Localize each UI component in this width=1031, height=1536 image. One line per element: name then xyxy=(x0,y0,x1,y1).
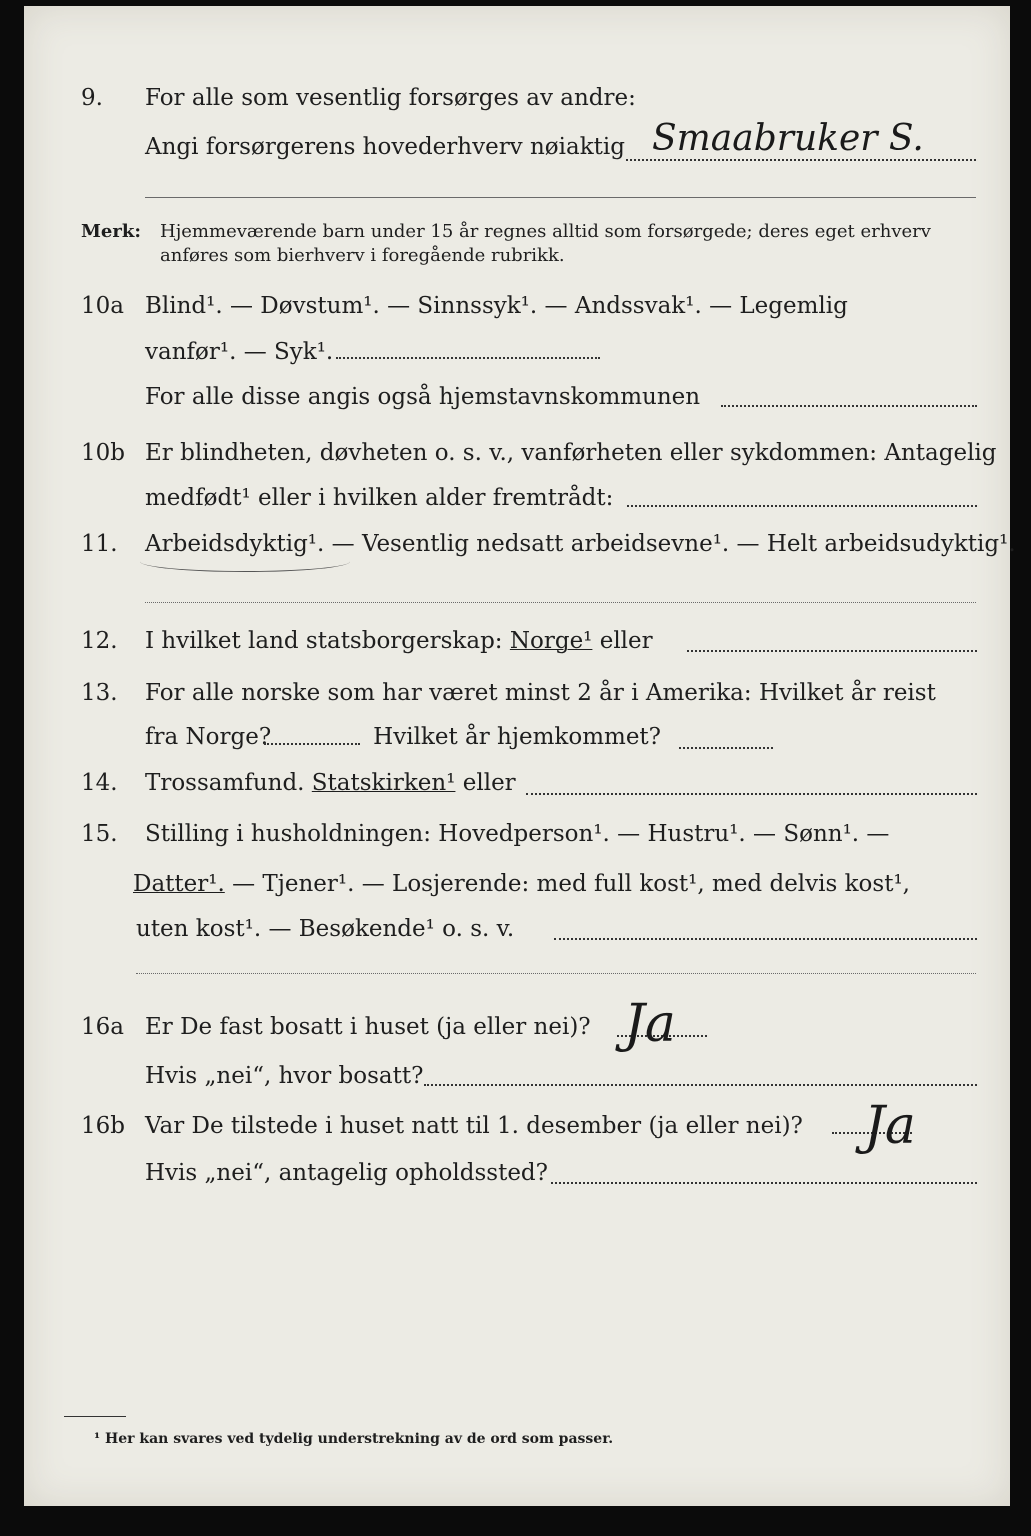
q15-rule xyxy=(136,973,976,974)
q16b-line2: Hvis „nei“, antagelig opholdssted? xyxy=(145,1160,548,1186)
q13-line1: For alle norske som har været minst 2 år i Amerika: Hvilket år reist xyxy=(145,680,936,706)
footnote: ¹ Her kan svares ved tydelig understrekning av de ord som passer. xyxy=(94,1431,614,1447)
q13-reist-line xyxy=(264,743,360,745)
q10a-hjemstavn-line xyxy=(721,405,977,407)
q9-handwritten-answer: Smaabruker S. xyxy=(652,118,924,159)
q11-line1: Arbeidsdyktig¹. — Vesentlig nedsatt arbeidsevne¹. — Helt arbeidsudyktig¹. xyxy=(145,531,1016,557)
q10a-number: 10a xyxy=(81,293,124,319)
q16b-opholdssted-line xyxy=(551,1182,977,1184)
q15-number: 15. xyxy=(81,821,118,847)
q11-pencil-underline xyxy=(140,551,350,572)
merk-line2: anføres som bierhverv i foregående rubrikk. xyxy=(160,245,565,266)
q14-selected: Statskirken¹ xyxy=(311,770,456,796)
q16b-line1: Var De tilstede i huset natt til 1. desember (ja eller nei)? xyxy=(145,1113,803,1139)
q13-line2 xyxy=(145,722,661,752)
q9-rule xyxy=(145,197,976,198)
q10b-line2: medfødt¹ eller i hvilken alder fremtrådt: xyxy=(145,485,614,511)
footnote-rule xyxy=(64,1416,126,1417)
q15-line2-rest: — Tjener¹. — Losjerende: med full kost¹, med delvis kost¹, xyxy=(224,871,910,897)
q15-selected: Datter¹. xyxy=(133,871,225,897)
q13-hjemkommet: Hvilket år hjemkommet? xyxy=(373,724,662,750)
q9-number: 9. xyxy=(81,85,103,111)
q16b-handwritten-answer: Ja xyxy=(864,1096,916,1156)
q12-answer-line xyxy=(687,650,977,652)
q10a-line3: For alle disse angis også hjemstavnskommunen xyxy=(145,384,701,410)
q12-text: I hvilket land statsborgerskap: xyxy=(145,628,510,654)
q14-line1 xyxy=(145,768,516,798)
q16a-bosatt-line xyxy=(424,1084,977,1086)
census-form-page xyxy=(24,6,1016,1506)
merk-line1: Hjemmeværende barn under 15 år regnes alltid som forsørgede; deres eget erhverv xyxy=(160,221,931,242)
q10b-answer-line xyxy=(627,505,977,507)
q12-suffix: eller xyxy=(592,628,653,654)
q13-reist: fra Norge? xyxy=(145,724,272,750)
q9-answer-line xyxy=(626,159,976,161)
q16a-number: 16a xyxy=(81,1014,124,1040)
q10a-line2: vanfør¹. — Syk¹. xyxy=(145,339,334,365)
q14-suffix: eller xyxy=(455,770,516,796)
q14-text: Trossamfund. xyxy=(145,770,312,796)
q12-line1 xyxy=(145,626,653,656)
q9-line1: For alle som vesentlig forsørges av andre: xyxy=(145,85,636,111)
q10b-line1: Er blindheten, døvheten o. s. v., vanførheten eller sykdommen: Antagelig xyxy=(145,440,997,466)
q12-number: 12. xyxy=(81,628,118,654)
q16b-number: 16b xyxy=(81,1113,125,1139)
q16a-line1: Er De fast bosatt i huset (ja eller nei)? xyxy=(145,1014,591,1040)
q9-line2: Angi forsørgerens hovederhverv nøiaktig xyxy=(145,134,625,160)
q15-line3: uten kost¹. — Besøkende¹ o. s. v. xyxy=(136,916,515,942)
q15-answer-line xyxy=(554,938,977,940)
q15-line1: Stilling i husholdningen: Hovedperson¹. — Hustru¹. — Sønn¹. — xyxy=(145,821,890,847)
q10b-number: 10b xyxy=(81,440,125,466)
q15-line2 xyxy=(133,869,910,899)
merk-label: Merk: xyxy=(81,221,141,242)
q11-number: 11. xyxy=(81,531,118,557)
q13-hjemkommet-line xyxy=(679,747,773,749)
q12-selected: Norge¹ xyxy=(509,628,593,654)
q14-answer-line xyxy=(526,793,977,795)
q13-number: 13. xyxy=(81,680,118,706)
q10a-answer-line xyxy=(336,357,600,359)
q16a-line2: Hvis „nei“, hvor bosatt? xyxy=(145,1063,424,1089)
q10a-line1: Blind¹. — Døvstum¹. — Sinnssyk¹. — Andssvak¹. — Legemlig xyxy=(145,293,848,319)
q16a-handwritten-answer: Ja xyxy=(624,994,676,1054)
q14-number: 14. xyxy=(81,770,118,796)
q11-rule xyxy=(145,602,976,603)
